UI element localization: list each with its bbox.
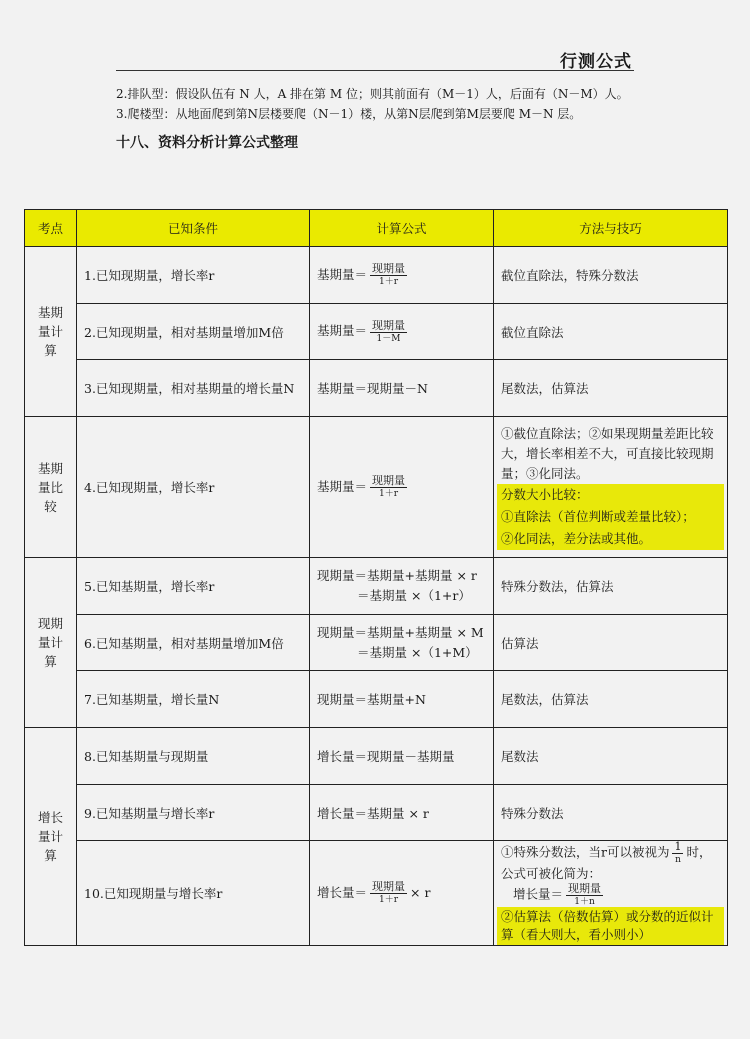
method-cell: ①特殊分数法，当r可以被视为 $\frac{1}{n}$ 时， 公式可被化简为： 增长量＝ $\frac{\text{现期量}}{1+n}$ ②估算法（倍数估算）或分数的近似计算（看大则大，看小则小） [494,841,728,946]
table-row [25,728,728,785]
fraction: $\frac{\text{现期量}}{1+r}$ [372,880,406,905]
highlight: ②估算法（倍数估算）或分数的近似计算（看大则大，看小则小） [497,907,724,945]
formula-cell: 现期量＝基期量+基期量 × M ＝基期量 ×（1+M） [310,615,494,671]
condition-cell: 3.已知现期量，相对基期量的增长量N [77,360,310,417]
fraction: $\frac{\text{现期量}}{1+r}$ [372,474,406,499]
section-heading: 十八、资料分析计算公式整理 [116,135,298,151]
method-cell: 特殊分数法，估算法 [494,558,728,615]
formula-table [24,209,728,946]
header-title: 行测公式 [560,52,632,72]
highlight: 分数大小比较： [497,484,724,506]
formula-cell: 增长量＝ $\frac{\text{现期量}}{1+r}$ × r [310,841,494,946]
condition-cell: 5.已知基期量，增长率r [77,558,310,615]
table-row [25,360,728,417]
table-row [25,247,728,304]
method-cell: 特殊分数法 [494,785,728,841]
formula-cell: 增长量＝现期量－基期量 [310,728,494,785]
group-current-calc: 现期量计算 [25,558,77,728]
method-cell: ①截位直除法；②如果现期量差距比较大，增长率相差不大，可直接比较现期量；③化同法。 分数大小比较： ①直除法（首位判断或差量比较）； ②化同法，差分法或其他。 [494,417,728,558]
method-cell: 尾数法 [494,728,728,785]
formula-cell: 基期量＝现期量－N [310,360,494,417]
group-base-compare: 基期量比较 [25,417,77,558]
formula-cell: 基期量＝ $\frac{\text{现期量}}{1+r}$ [310,417,494,558]
formula-cell: 现期量＝基期量+N [310,671,494,728]
table-row [25,304,728,360]
condition-cell: 4.已知现期量，增长率r [77,417,310,558]
formula-cell: 现期量＝基期量+基期量 × r ＝基期量 ×（1+r） [310,558,494,615]
table-header-row [25,210,728,247]
group-base-calc: 基期量计算 [25,247,77,417]
highlight: ①直除法（首位判断或差量比较）； [497,506,724,528]
intro-text [116,84,656,124]
method-cell: 截位直除法 [494,304,728,360]
method-cell: 截位直除法，特殊分数法 [494,247,728,304]
table-row [25,558,728,615]
method-cell: 尾数法，估算法 [494,360,728,417]
condition-cell: 6.已知基期量，相对基期量增加M倍 [77,615,310,671]
group-growth-calc: 增长量计算 [25,728,77,946]
intro-line-stairs: 3.爬楼型：从地面爬到第N层楼要爬（N－1）楼，从第N层爬到第M层要爬 M－N 层。 [116,107,582,121]
condition-cell: 2.已知现期量，相对基期量增加M倍 [77,304,310,360]
condition-cell: 7.已知基期量，增长量N [77,671,310,728]
header-known-conditions: 已知条件 [77,210,310,247]
condition-cell: 9.已知基期量与增长率r [77,785,310,841]
table-row [25,417,728,558]
header-formula: 计算公式 [310,210,494,247]
condition-cell: 8.已知基期量与现期量 [77,728,310,785]
method-cell: 估算法 [494,615,728,671]
header-topic: 考点 [25,210,77,247]
method-cell: 尾数法，估算法 [494,671,728,728]
fraction: $\frac{\text{现期量}}{1+r}$ [372,262,406,287]
fraction: $\frac{\text{现期量}}{1-M}$ [372,318,406,344]
intro-line-queue: 2.排队型：假设队伍有 N 人，A 排在第 M 位；则其前面有（M－1）人，后面有（N－M）人。 [116,87,629,101]
condition-cell: 1.已知现期量，增长率r [77,247,310,304]
condition-cell: 10.已知现期量与增长率r [77,841,310,946]
table-row [25,615,728,671]
header-rule [116,70,634,71]
formula-cell: 基期量＝ $\frac{\text{现期量}}{1+r}$ [310,247,494,304]
table-row [25,671,728,728]
header-methods: 方法与技巧 [494,210,728,247]
fraction: $\frac{1}{n}$ [674,840,682,865]
formula-cell: 基期量＝ $\frac{\text{现期量}}{1-M}$ [310,304,494,360]
highlight: ②化同法，差分法或其他。 [497,528,724,550]
formula-cell: 增长量＝基期量 × r [310,785,494,841]
table-row [25,785,728,841]
table-row [25,841,728,946]
fraction: $\frac{\text{现期量}}{1+n}$ [568,882,602,907]
